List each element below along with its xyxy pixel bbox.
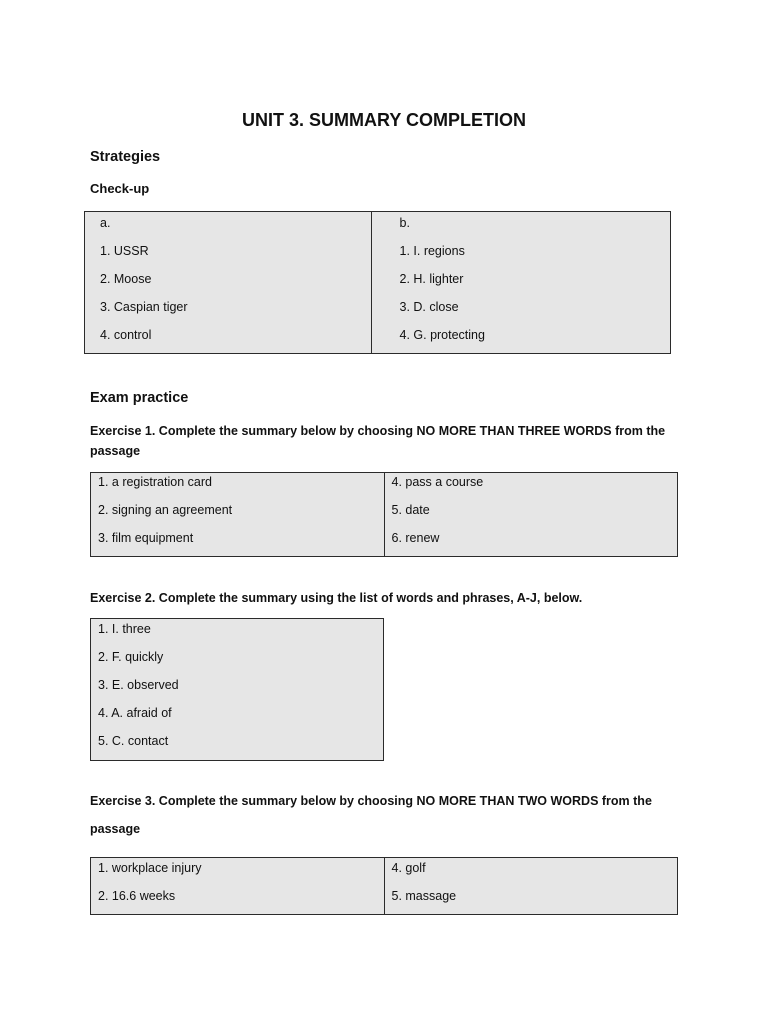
exercise2-answer: 1. I. three [98, 622, 151, 636]
checkup-column-a [85, 212, 371, 353]
checkup-a-item: 2. Moose [100, 272, 152, 286]
checkup-a-item: 3. Caspian tiger [100, 300, 188, 314]
exercise1-instruction: Exercise 1. Complete the summary below by choosing NO MORE THAN THREE WORDS from the passage [90, 424, 666, 458]
exercise3-answer: 1. workplace injury [98, 861, 202, 875]
exercise3-column-right [384, 858, 678, 914]
checkup-table [84, 211, 671, 354]
checkup-b-item: 4. G. protecting [399, 328, 485, 342]
exercise1-answer: 2. signing an agreement [98, 503, 233, 517]
exercise1-column-right [384, 473, 678, 556]
checkup-b-item: 1. I. regions [399, 244, 465, 258]
checkup-b-header: b. [399, 216, 410, 230]
exercise1-column-left [91, 473, 384, 556]
exercise2-column [91, 619, 383, 760]
exercise2-answer: 4. A. afraid of [98, 706, 172, 720]
exercise1-answer: 1. a registration card [98, 475, 212, 489]
exercise2-answer: 5. C. contact [98, 734, 169, 748]
checkup-a-item: 4. control [100, 328, 152, 342]
exercise3-table [90, 857, 678, 915]
exercise3-answer: 4. golf [391, 861, 426, 875]
exercise2-table [90, 618, 384, 761]
exercise1-table [90, 472, 678, 557]
exercise2-answer: 2. F. quickly [98, 650, 164, 664]
exercise1-answer: 6. renew [391, 531, 440, 545]
checkup-a-item: 1. USSR [100, 244, 149, 258]
checkup-a-header: a. [100, 216, 111, 230]
exercise2-answer: 3. E. observed [98, 678, 179, 692]
checkup-b-item: 2. H. lighter [399, 272, 464, 286]
strategies-heading: Strategies [90, 149, 161, 165]
exercise3-instruction-continued: passage [90, 822, 141, 836]
checkup-column-b [371, 212, 671, 353]
exam-practice-heading: Exam practice [90, 390, 189, 406]
exercise1-answer: 5. date [391, 503, 430, 517]
page-title: UNIT 3. SUMMARY COMPLETION [241, 110, 526, 130]
checkup-label: Check-up [90, 181, 150, 196]
exercise3-instruction: Exercise 3. Complete the summary below by choosing NO MORE THAN TWO WORDS from the [90, 794, 652, 808]
exercise1-answer: 3. film equipment [98, 531, 194, 545]
exercise1-answer: 4. pass a course [391, 475, 484, 489]
checkup-b-item: 3. D. close [399, 300, 459, 314]
exercise3-answer: 5. massage [391, 889, 457, 903]
exercise3-answer: 2. 16.6 weeks [98, 889, 176, 903]
exercise3-column-left [91, 858, 384, 914]
exercise2-instruction: Exercise 2. Complete the summary using the list of words and phrases, A-J, below. [90, 591, 583, 605]
